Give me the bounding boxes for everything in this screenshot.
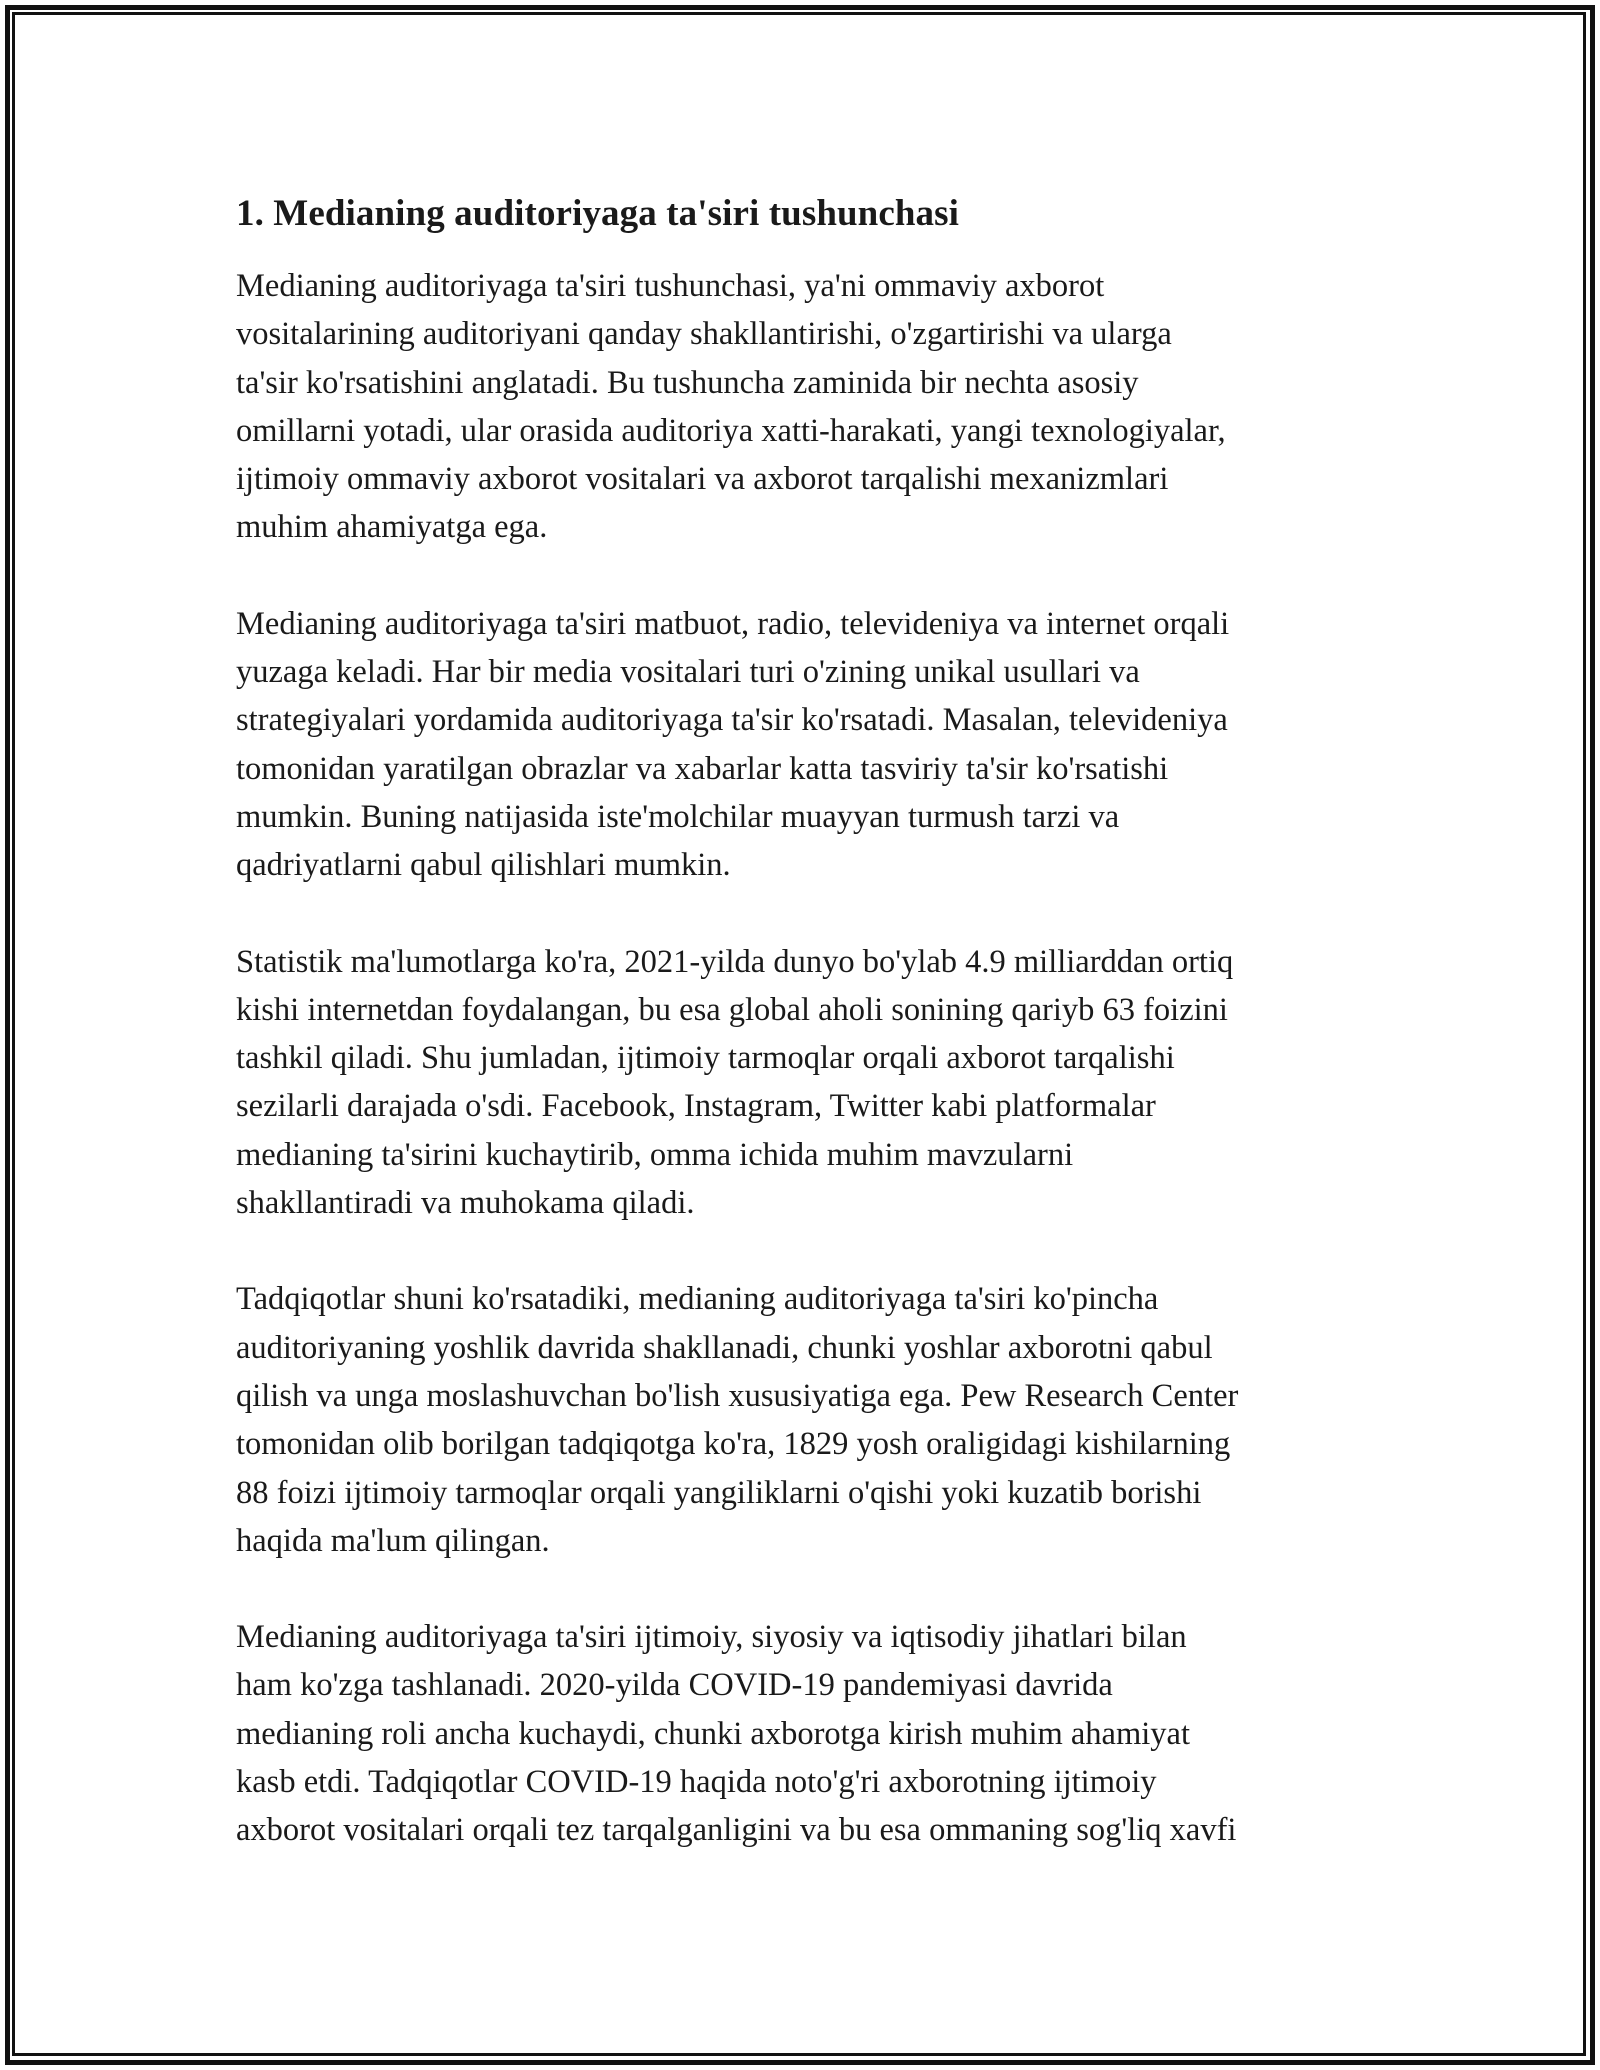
paragraph-2: Medianing auditoriyaga ta'siri matbuot, radio, televideniya va internet orqali yuzaga keladi. Har bir media vositalari turi o'zining unikal usullari va strategiyalari yordamida auditoriyaga ta'sir ko'rsatadi. Masalan, televideniya tomonidan yaratilgan obrazlar va xabarlar katta tasviriy ta'sir ko'rsatishi mumkin. Buning natijasida iste'molchilar muayyan turmush tarzi va qadriyatlarni qabul qilishlari mumkin. <box>236 605 1230 884</box>
paragraph-1: Medianing auditoriyaga ta'siri tushunchasi, ya'ni ommaviy axborot vositalarining auditoriyani qanday shakllantirishi, o'zgartirishi va ularga ta'sir ko'rsatishini anglatadi. Bu tushuncha zaminida bir nechta asosiy omillarni yotadi, ular orasida auditoriya xatti-harakati, yangi texnologiyalar, ijtimoiy ommaviy axborot vositalari va axborot tarqalishi mexanizmlari muhim ahamiyatga ega. <box>236 268 1226 546</box>
document-page <box>236 186 1386 1903</box>
paragraph-5: Medianing auditoriyaga ta'siri ijtimoiy, siyosiy va iqtisodiy jihatlari bilan ham ko'zga tashlanadi. 2020-yilda COVID-19 pandemiyasi davrida medianing roli ancha kuchaydi, chunki axborotga kirish muhim ahamiyat kasb etdi. Tadqiqotlar COVID-19 haqida noto'g'ri axborotning ijtimoiy axborot vositalari orqali tez tarqalganligini va bu esa ommaning sog'liq xavfi <box>236 1619 1237 1849</box>
section-heading: 1. Medianing auditoriyaga ta'siri tushunchasi <box>236 193 960 234</box>
paragraph-4: Tadqiqotlar shuni ko'rsatadiki, medianing auditoriyaga ta'siri ko'pincha auditoriyaning yoshlik davrida shakllanadi, chunki yoshlar axborotni qabul qilish va unga moslashuvchan bo'lish xususiyatiga ega. Pew Research Center tomonidan olib borilgan tadqiqotga ko'ra, 1829 yosh oraligidagi kishilarning 88 foizi ijtimoiy tarmoqlar orqali yangiliklarni o'qishi yoki kuzatib borishi haqida ma'lum qilingan. <box>236 1281 1239 1559</box>
paragraph-3: Statistik ma'lumotlarga ko'ra, 2021-yilda dunyo bo'ylab 4.9 milliarddan ortiq kishi internetdan foydalangan, bu esa global aholi sonining qariyb 63 foizini tashkil qiladi. Shu jumladan, ijtimoiy tarmoqlar orqali axborot tarqalishi sezilarli darajada o'sdi. Facebook, Instagram, Twitter kabi platformalar medianing ta'sirini kuchaytirib, omma ichida muhim mavzularni shakllantiradi va muhokama qiladi. <box>236 943 1234 1222</box>
